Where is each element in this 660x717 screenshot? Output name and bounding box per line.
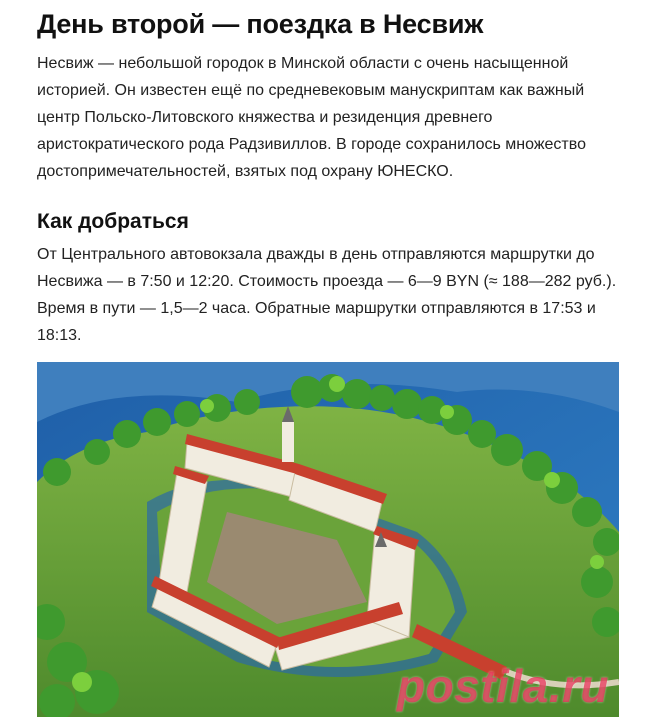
section-heading-how-to-get: Как добраться bbox=[37, 210, 189, 233]
watermark-logo: postila.ru bbox=[396, 660, 609, 712]
article-heading: День второй — поездка в Несвиж bbox=[37, 9, 484, 39]
directions-paragraph: От Центрального автовокзала дважды в день отправляются маршрутки до Несвижа — в 7:50 и 12:20. Стоимость проезда — 6—9 BYN (≈ 188—282 руб.). Время в пути — 1,5—2 часа. Обратные маршрутки отправляются в 17:53 и 18:13. bbox=[37, 246, 617, 344]
castle-aerial-photo bbox=[37, 362, 619, 717]
intro-paragraph: Несвиж — небольшой городок в Минской области с очень насыщенной историей. Он известен ещё по средневековым манускриптам как важный центр Польско-Литовского княжества и резиденция древнего аристократического рода Радзивиллов. В городе сохранилось множество достопримечательностей, взятых под охрану ЮНЕСКО. bbox=[37, 55, 586, 180]
